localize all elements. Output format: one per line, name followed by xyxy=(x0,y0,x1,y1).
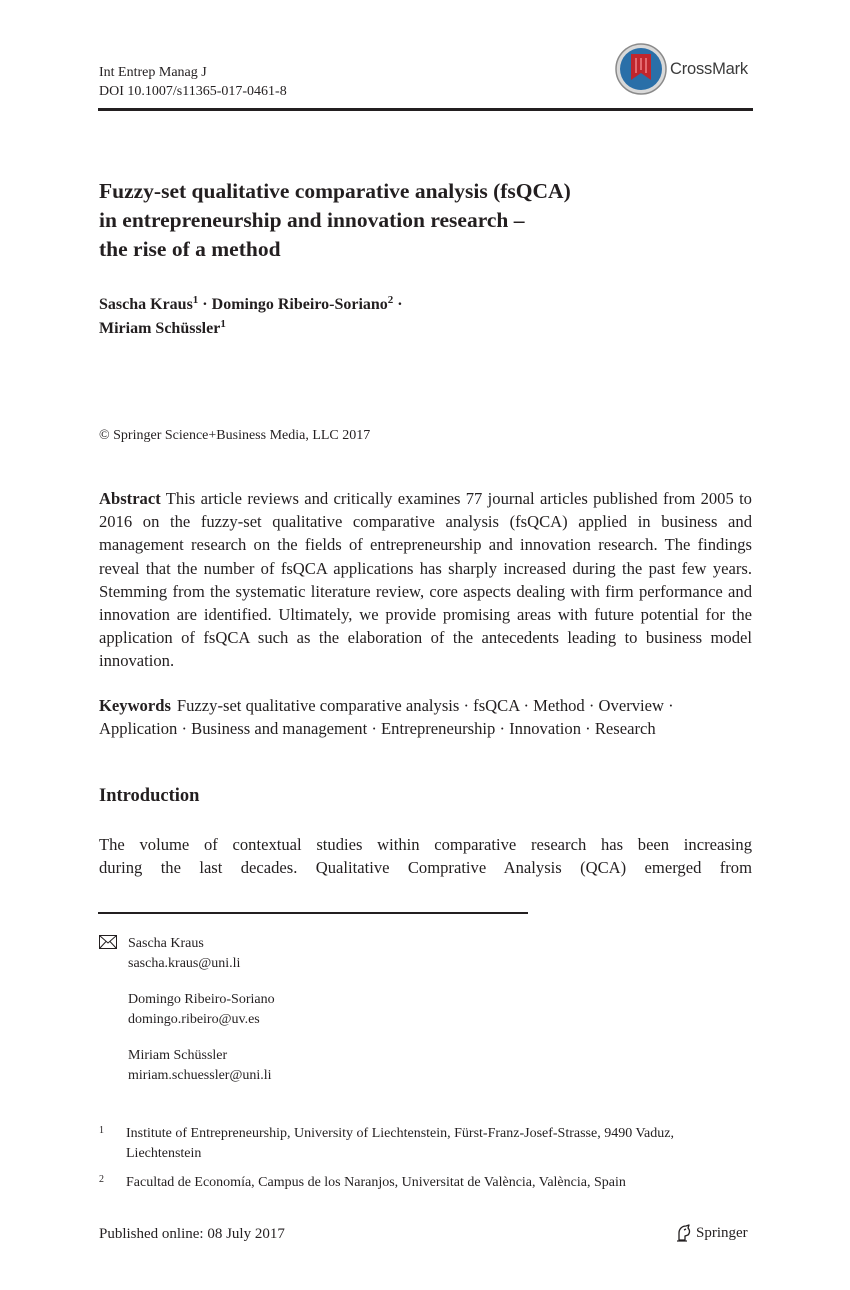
contact-email[interactable]: sascha.kraus@uni.li xyxy=(128,955,241,971)
author-affiliation-mark: 1 xyxy=(220,318,226,330)
affiliation-list xyxy=(99,1124,752,1203)
contact-entry xyxy=(128,990,275,1029)
intro-line: The volume of contextual studies within comparative research has been increasing xyxy=(99,835,752,854)
author-affiliation-mark: 2 xyxy=(387,294,394,306)
contact-entry xyxy=(128,934,275,973)
contact-entry xyxy=(128,1046,275,1085)
footnote-rule xyxy=(98,912,528,914)
springer-logo xyxy=(676,1224,748,1242)
contact-email[interactable]: domingo.ribeiro@uv.es xyxy=(128,1011,260,1027)
section-heading-introduction: Introduction xyxy=(99,786,200,806)
abstract-text: This article reviews and critically examines 77 journal articles published from 2005 to 2016 on the fuzzy-set qualitative comparative analysis (fsQCA) applied in business and management research on the fields of entrepreneurship and innovation research. The findings reveal that the number of fsQCA applications has sharply increased during the past few years. Stemming from the systematic literature review, core aspects dealing with firm performance and innovation are identified. Ultimately, we provide promising areas with future potential for the application of fsQCA such as the elaboration of the antecedents leading to business model innovation. xyxy=(99,489,752,671)
header-rule xyxy=(98,108,753,111)
author-name[interactable]: Domingo Ribeiro-Soriano xyxy=(211,296,388,313)
author-separator: · xyxy=(202,296,208,313)
copyright-notice: © Springer Science+Business Media, LLC 2017 xyxy=(99,428,371,443)
affiliation-text: Institute of Entrepreneurship, University of Liechtenstein, Fürst-Franz-Josef-Strasse, 9490 Vaduz, Liechtenstein xyxy=(126,1126,674,1161)
intro-line: during the last decades. Qualitative Comprative Analysis (QCA) emerged from xyxy=(99,858,752,878)
keywords-label: Keywords xyxy=(99,696,171,715)
crossmark-label[interactable]: CrossMark xyxy=(670,60,748,78)
doi[interactable]: DOI 10.1007/s11365-017-0461-8 xyxy=(99,84,287,99)
affiliation-text: Facultad de Economía, Campus de los Naranjos, Universitat de València, València, Spain xyxy=(126,1175,626,1190)
keywords-line: Fuzzy-set qualitative comparative analysis · fsQCA · Method · Overview · xyxy=(176,696,674,715)
published-date: Published online: 08 July 2017 xyxy=(99,1226,285,1242)
envelope-icon xyxy=(99,935,117,949)
paper-title xyxy=(99,177,719,264)
affiliation-item xyxy=(99,1173,752,1193)
springer-horse-icon xyxy=(676,1224,692,1242)
affiliation-item xyxy=(99,1124,752,1163)
author-separator: · xyxy=(397,296,403,313)
keywords xyxy=(99,694,752,740)
contact-list xyxy=(128,934,275,1102)
author-list xyxy=(99,293,403,341)
journal-header xyxy=(99,63,287,101)
author-name[interactable]: Sascha Kraus xyxy=(99,296,193,313)
title-line: the rise of a method xyxy=(99,237,281,261)
abstract-label: Abstract xyxy=(99,489,161,508)
contact-name: Sascha Kraus xyxy=(128,936,204,951)
keywords-line: Application · Business and management · Entrepreneurship · Innovation · Research xyxy=(99,719,656,739)
journal-name: Int Entrep Manag J xyxy=(99,65,207,80)
affiliation-number: 1 xyxy=(99,1125,104,1136)
contact-name: Miriam Schüssler xyxy=(128,1048,228,1063)
author-affiliation-mark: 1 xyxy=(192,294,199,306)
title-line: Fuzzy-set qualitative comparative analysis (fsQCA) xyxy=(99,179,571,203)
author-name[interactable]: Miriam Schüssler xyxy=(99,320,221,337)
crossmark-icon xyxy=(614,42,668,96)
title-line: in entrepreneurship and innovation research – xyxy=(99,208,525,232)
contact-name: Domingo Ribeiro-Soriano xyxy=(128,992,275,1007)
introduction-text xyxy=(99,833,752,879)
springer-label: Springer xyxy=(696,1224,748,1241)
contact-email[interactable]: miriam.schuessler@uni.li xyxy=(128,1067,272,1083)
affiliation-number: 2 xyxy=(99,1174,104,1185)
abstract xyxy=(99,487,752,673)
